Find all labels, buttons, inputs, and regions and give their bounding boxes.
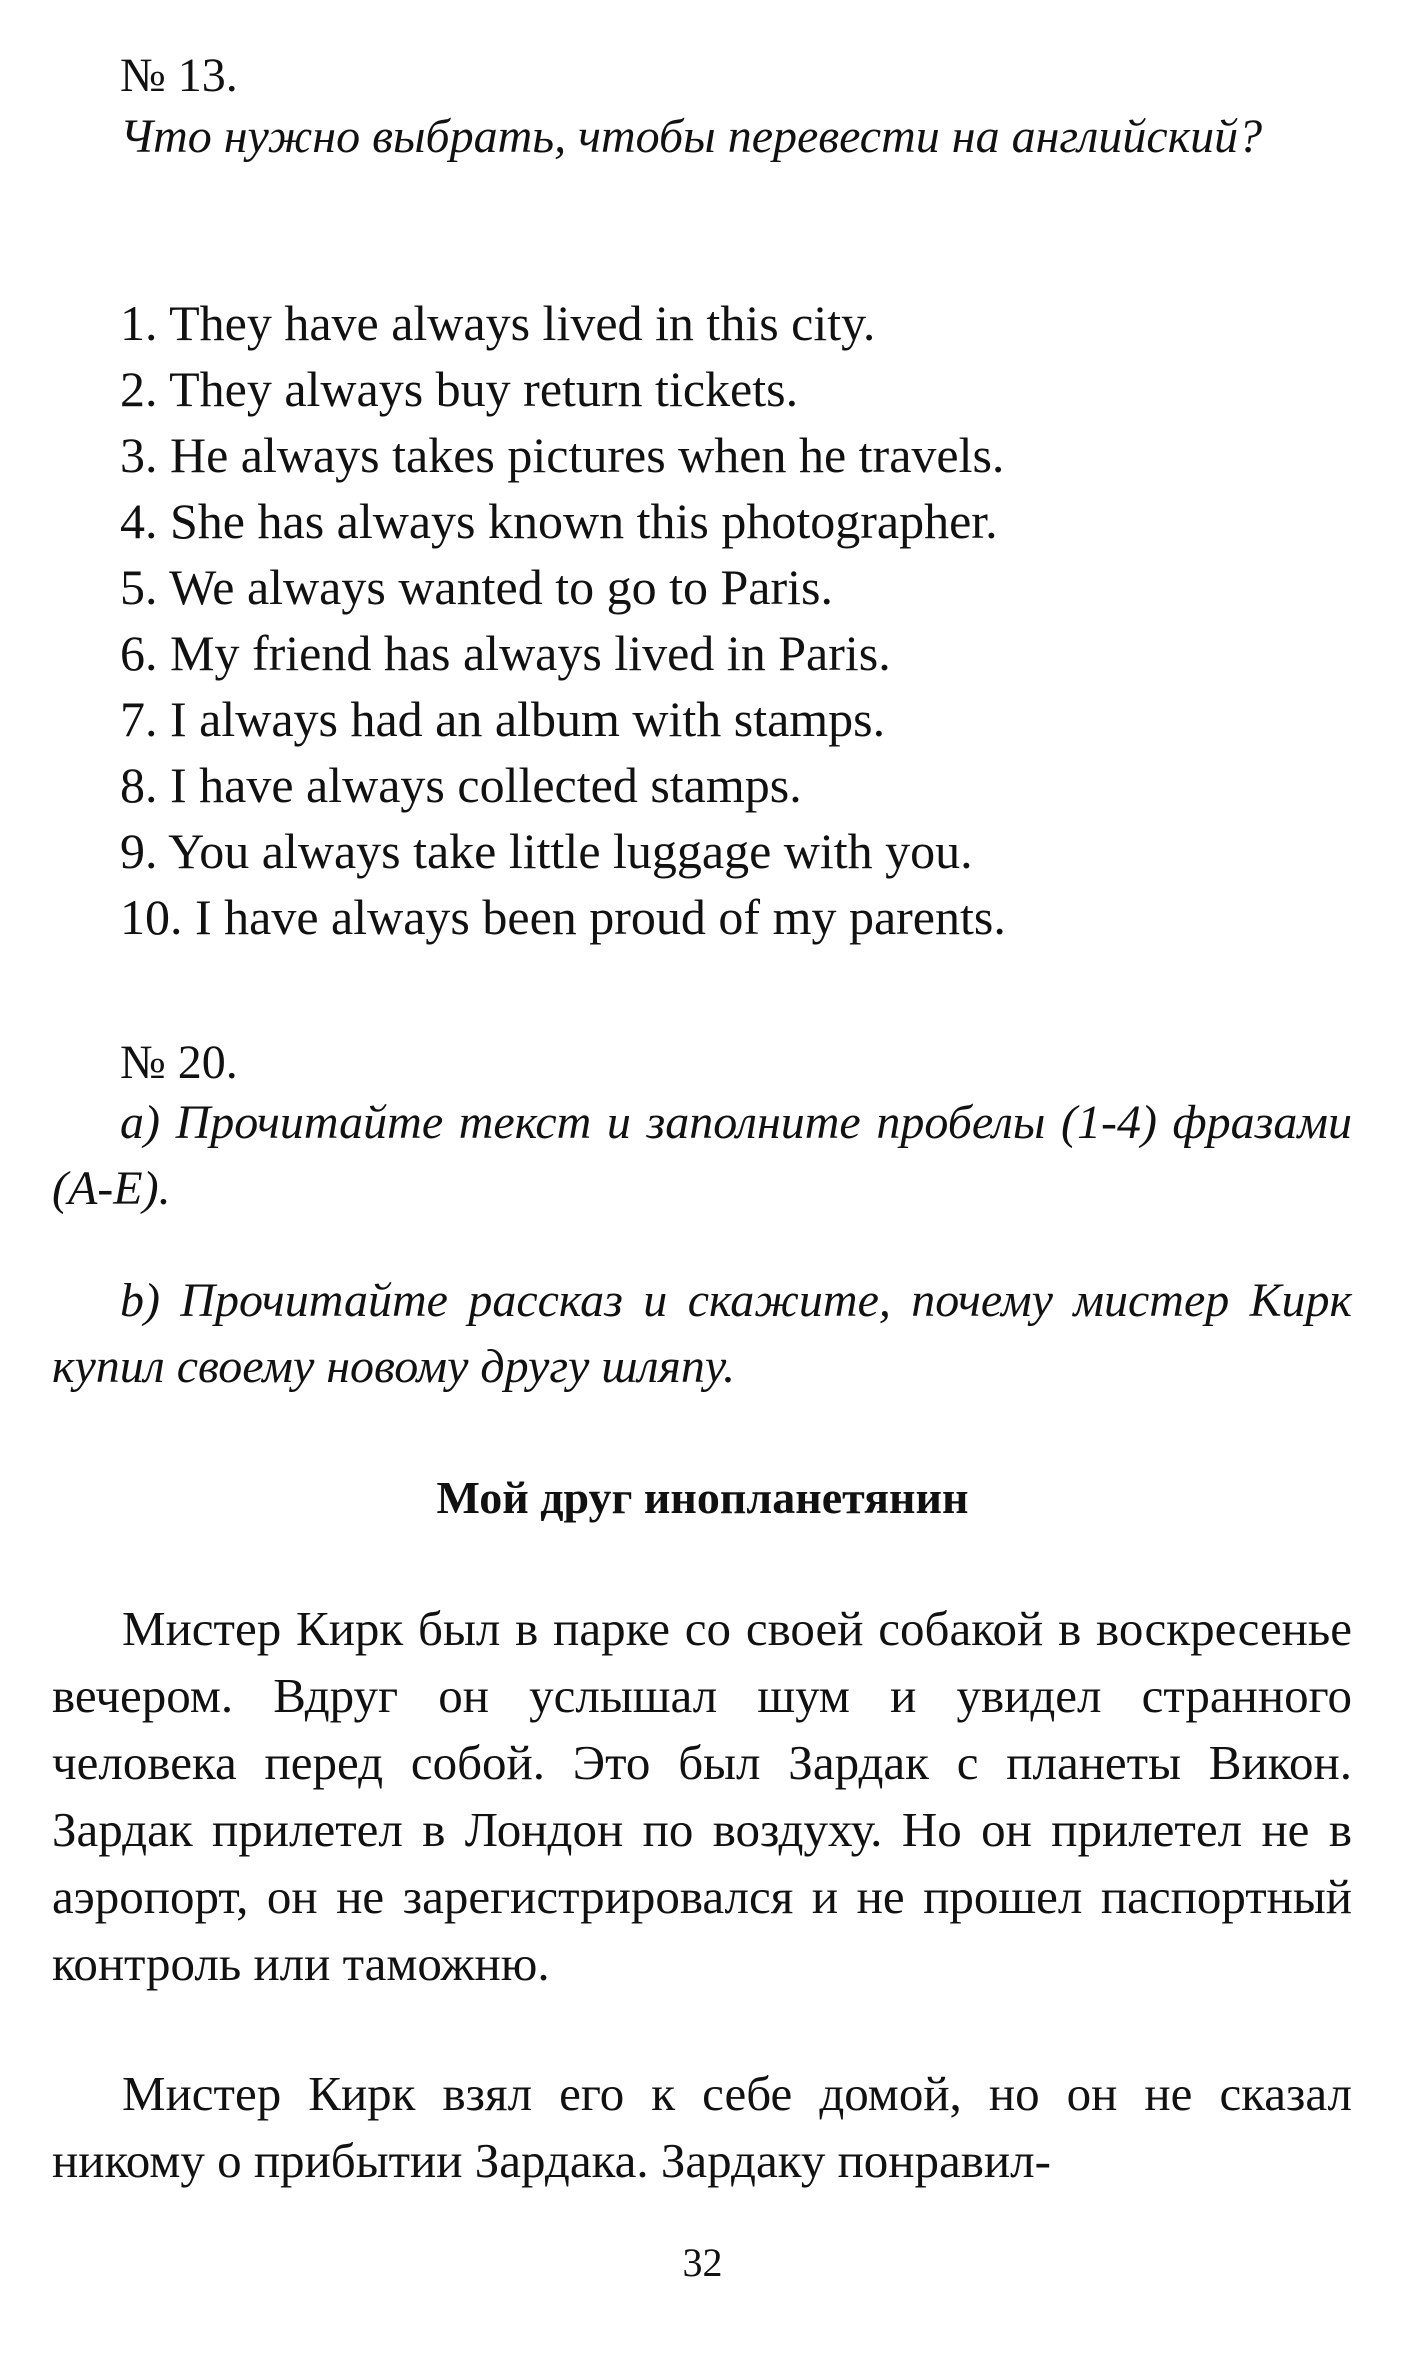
story-paragraph: Мистер Кирк взял его к себе домой, но он не сказал никому о прибытии Зардака. Зардаку понравил- bbox=[52, 2066, 1352, 2188]
list-item: 1. They have always lived in this city. bbox=[120, 295, 876, 351]
story-paragraph: Мистер Кирк был в парке со своей собакой в воскресенье вечером. Вдруг он услышал шум и увидел странного человека перед собой. Это был Зардак с планеты Викон. Зардак прилетел в Лондон по воздуху. Но он прилетел не в аэропорт, он не зарегистрировался и не прошел паспортный контроль или таможню. bbox=[52, 1601, 1352, 1991]
list-item: 10. I have always been proud of my parents. bbox=[120, 889, 1006, 945]
list-item: 8. I have always collected stamps. bbox=[120, 757, 802, 813]
page-number: 32 bbox=[682, 2240, 723, 2285]
exercise-13-number: № 13. bbox=[120, 49, 238, 102]
list-item: 6. My friend has always lived in Paris. bbox=[120, 625, 891, 681]
list-item: 5. We always wanted to go to Paris. bbox=[120, 559, 833, 615]
list-item: 3. He always takes pictures when he travels. bbox=[120, 427, 1005, 483]
list-item: 4. She has always known this photographer. bbox=[120, 493, 998, 549]
exercise-20-task-b: b) Прочитайте рассказ и скажите, почему мистер Кирк купил своему новому другу шляпу. bbox=[52, 1274, 1352, 1393]
list-item: 2. They always buy return tickets. bbox=[120, 361, 799, 417]
story-title: Мой друг инопланетянин bbox=[436, 1472, 969, 1523]
exercise-13-instruction: Что нужно выбрать, чтобы перевести на английский? bbox=[120, 110, 1263, 163]
list-item: 9. You always take little luggage with you. bbox=[120, 823, 973, 879]
exercise-20-task-a: a) Прочитайте текст и заполните пробелы (1-4) фразами (A-E). bbox=[52, 1096, 1352, 1215]
list-item: 7. I always had an album with stamps. bbox=[120, 691, 886, 747]
exercise-20-number: № 20. bbox=[120, 1036, 238, 1089]
sentence-list bbox=[120, 290, 1006, 950]
